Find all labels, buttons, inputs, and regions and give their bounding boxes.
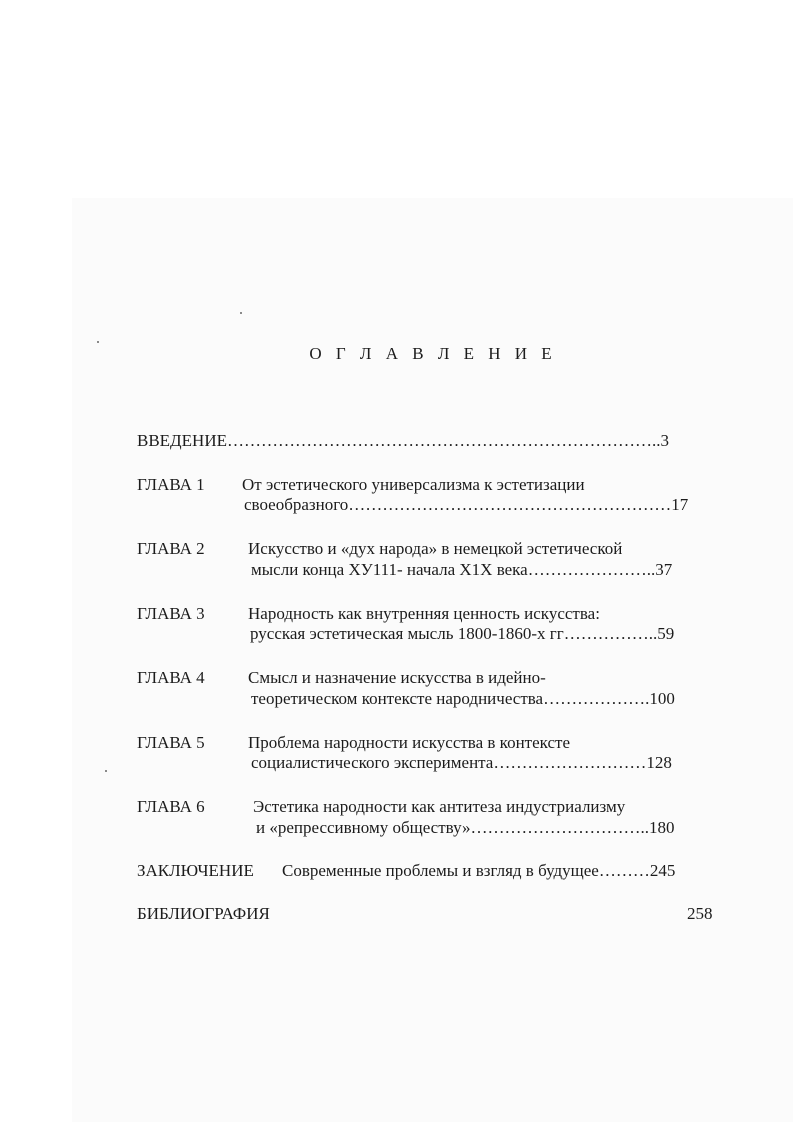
chapter-label: ГЛАВА 3 — [137, 604, 205, 623]
scan-speck — [97, 341, 99, 343]
chapter-title-line: Эстетика народности как антитеза индустриализму — [253, 797, 626, 816]
scan-speck — [105, 770, 107, 772]
bibliography-label: БИБЛИОГРАФИЯ — [137, 904, 270, 923]
chapter-title-line: Искусство и «дух народа» в немецкой эстетической — [248, 539, 623, 558]
intro-leader: ………………………………………………………………….. — [226, 431, 661, 450]
chapter-title-line: и «репрессивному обществу»…………………………..180 — [256, 818, 675, 837]
chapter-label: ГЛАВА 6 — [137, 797, 205, 816]
chapter-title-line: теоретическом контексте народничества……………….100 — [251, 689, 675, 708]
chapter-label: ГЛАВА 1 — [137, 475, 205, 494]
chapter-title-line: социалистического эксперимента………………………128 — [251, 753, 672, 772]
conclusion-title: Современные проблемы и взгляд в будущее………245 — [282, 861, 676, 880]
conclusion-label: ЗАКЛЮЧЕНИЕ — [137, 861, 254, 880]
chapter-label: ГЛАВА 4 — [137, 668, 205, 687]
scan-background — [72, 198, 793, 1122]
chapter-title-line: своеобразного…………………………………………………17 — [244, 495, 689, 514]
intro-page: 3 — [660, 431, 669, 450]
chapter-title-line: Народность как внутренняя ценность искусства: — [248, 604, 600, 623]
bibliography-page: 258 — [687, 904, 713, 923]
chapter-title-line: русская эстетическая мысль 1800-1860-х гг……………..59 — [250, 624, 675, 643]
chapter-label: ГЛАВА 5 — [137, 733, 205, 752]
intro-label: ВВЕДЕНИЕ — [137, 431, 227, 450]
page-title: О Г Л А В Л Е Н И Е — [309, 344, 557, 363]
chapter-title-line: Проблема народности искусства в контексте — [248, 733, 570, 752]
chapter-title-line: мысли конца ХУ111- начала Х1Х века…………………..37 — [251, 560, 673, 579]
scan-speck — [240, 312, 242, 314]
chapter-label: ГЛАВА 2 — [137, 539, 205, 558]
toc-entry-intro — [137, 431, 669, 451]
chapter-title-line: Смысл и назначение искусства в идейно- — [248, 668, 546, 687]
chapter-title-line: От эстетического универсализма к эстетизации — [242, 475, 585, 494]
